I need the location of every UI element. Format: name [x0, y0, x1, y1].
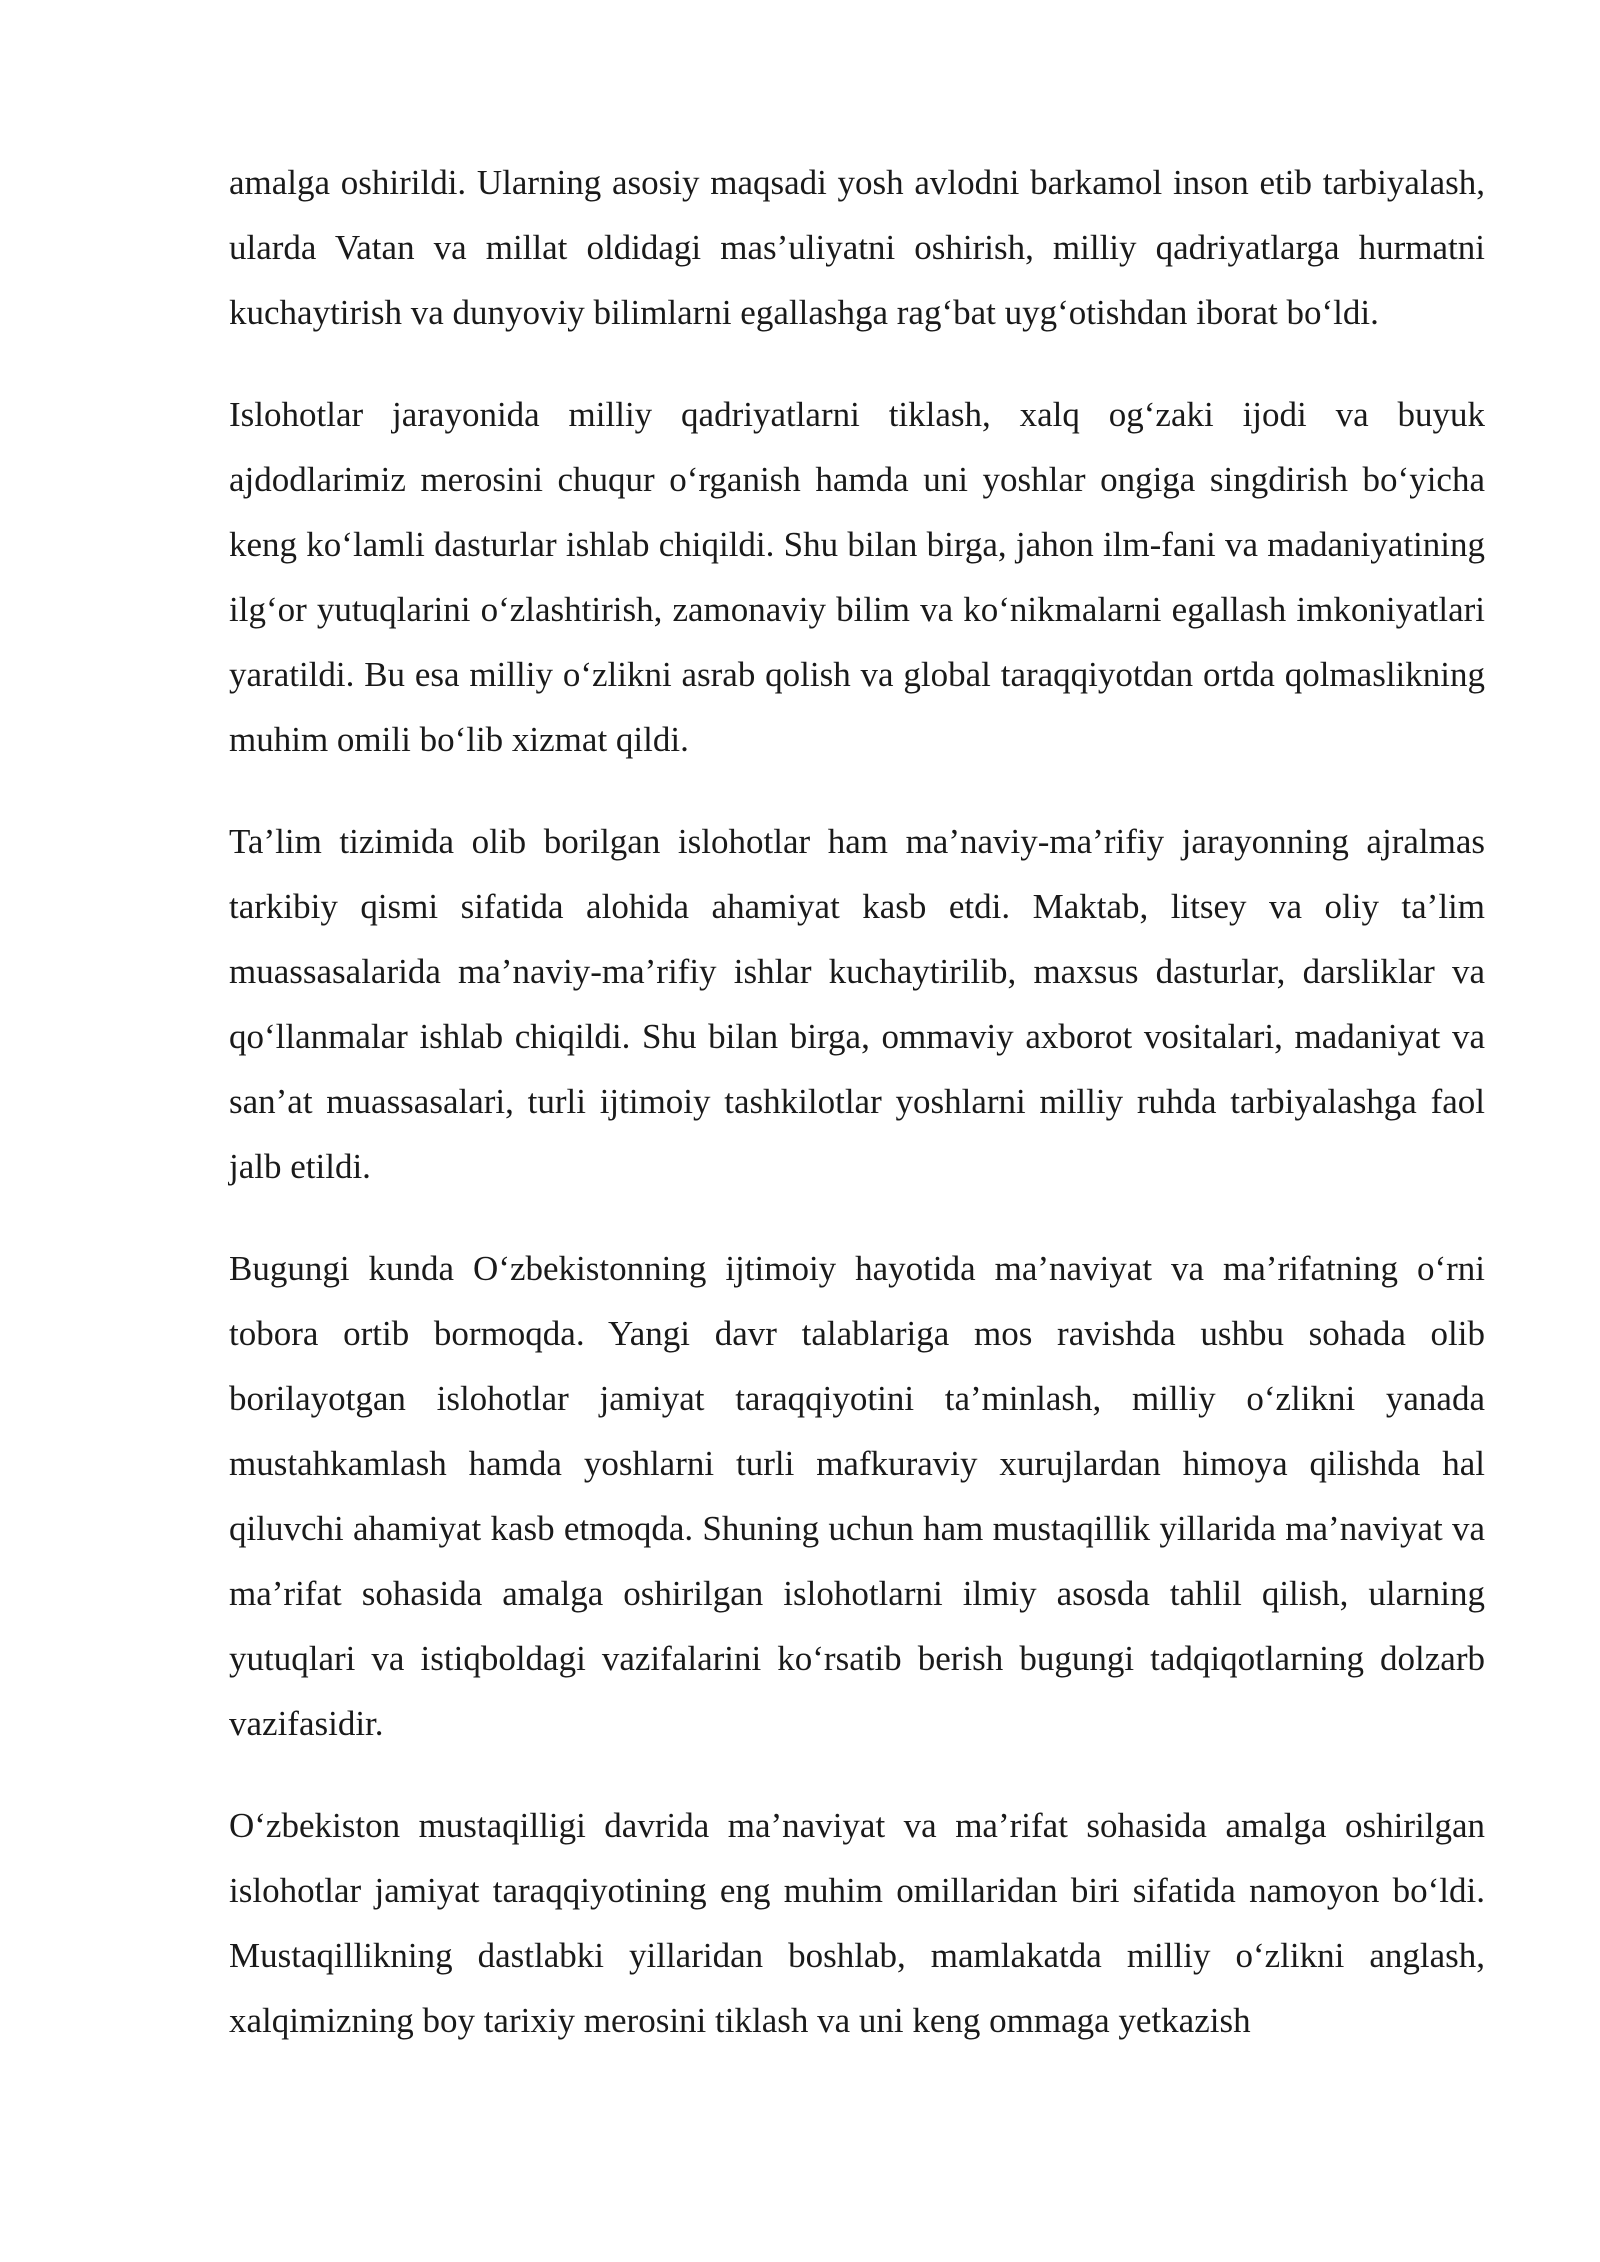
paragraph-1: amalga oshirildi. Ularning asosiy maqsadi yosh avlodni barkamol inson etib tarbiyalash, ularda Vatan va millat oldidagi mas’uliyatni oshirish, milliy qadriyatlarga hurmatni kuchaytirish va dunyoviy bilimlarni egallashga rag‘bat uyg‘otishdan iborat bo‘ldi.: [229, 163, 1485, 332]
document-body: [229, 150, 1485, 2090]
paragraph-5: O‘zbekiston mustaqilligi davrida ma’naviyat va ma’rifat sohasida amalga oshirilgan islohotlar jamiyat taraqqiyotining eng muhim omillaridan biri sifatida namoyon bo‘ldi. Mustaqillikning dastlabki yillaridan boshlab, mamlakatda milliy o‘zlikni anglash, xalqimizning boy tarixiy merosini tiklash va uni keng ommaga yetkazish: [229, 1806, 1485, 2040]
paragraph-4: Bugungi kunda O‘zbekistonning ijtimoiy hayotida ma’naviyat va ma’rifatning o‘rni tobora ortib bormoqda. Yangi davr talablariga mos ravishda ushbu sohada olib borilayotgan islohotlar jamiyat taraqqiyotini ta’minlash, milliy o‘zlikni yanada mustahkamlash hamda yoshlarni turli mafkuraviy xurujlardan himoya qilishda hal qiluvchi ahamiyat kasb etmoqda. Shuning uchun ham mustaqillik yillarida ma’naviyat va ma’rifat sohasida amalga oshirilgan islohotlarni ilmiy asosda tahlil qilish, ularning yutuqlari va istiqboldagi vazifalarini ko‘rsatib berish bugungi tadqiqotlarning dolzarb vazifasidir.: [229, 1249, 1485, 1743]
paragraph-2: Islohotlar jarayonida milliy qadriyatlarni tiklash, xalq og‘zaki ijodi va buyuk ajdodlarimiz merosini chuqur o‘rganish hamda uni yoshlar ongiga singdirish bo‘yicha keng ko‘lamli dasturlar ishlab chiqildi. Shu bilan birga, jahon ilm-fani va madaniyatining ilg‘or yutuqlarini o‘zlashtirish, zamonaviy bilim va ko‘nikmalarni egallash imkoniyatlari yaratildi. Bu esa milliy o‘zlikni asrab qolish va global taraqqiyotdan ortda qolmaslikning muhim omili bo‘lib xizmat qildi.: [229, 395, 1485, 759]
paragraph-3: Ta’lim tizimida olib borilgan islohotlar ham ma’naviy-ma’rifiy jarayonning ajralmas tarkibiy qismi sifatida alohida ahamiyat kasb etdi. Maktab, litsey va oliy ta’lim muassasalarida ma’naviy-ma’rifiy ishlar kuchaytirilib, maxsus dasturlar, darsliklar va qo‘llanmalar ishlab chiqildi. Shu bilan birga, ommaviy axborot vositalari, madaniyat va san’at muassasalari, turli ijtimoiy tashkilotlar yoshlarni milliy ruhda tarbiyalashga faol jalb etildi.: [229, 822, 1485, 1186]
